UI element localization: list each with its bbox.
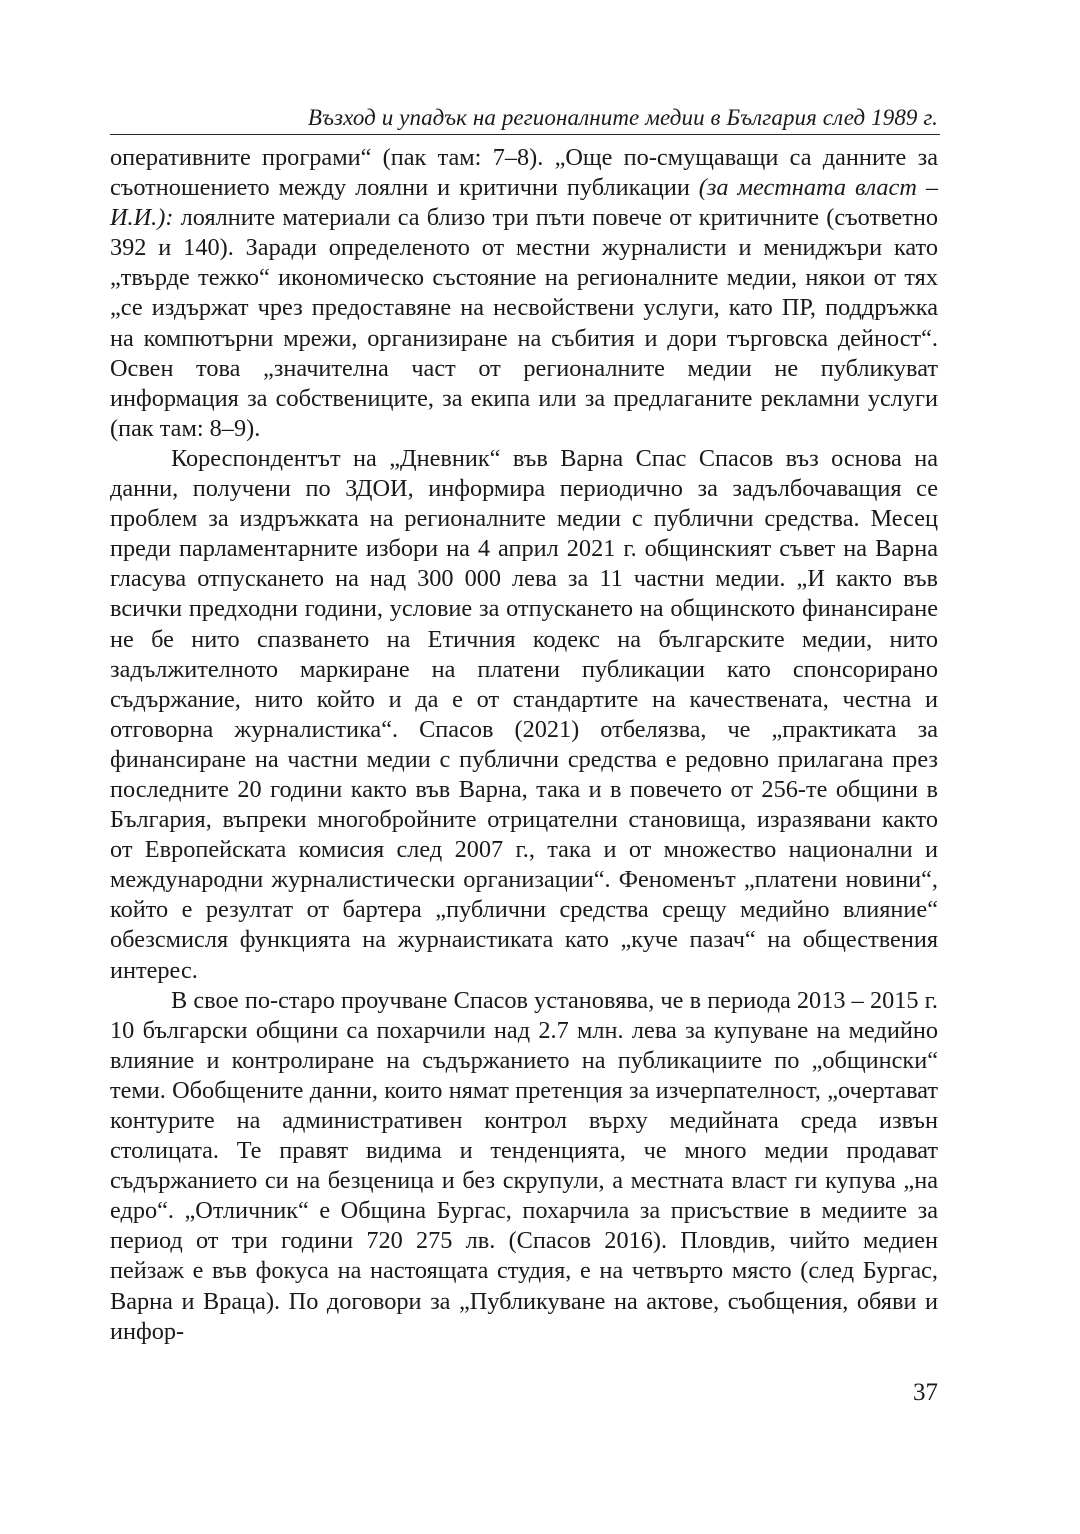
page-body [110, 143, 938, 1347]
paragraph-2: Кореспондентът на „Дневник“ във Варна Спас Спасов въз основа на данни, получени по ЗДОИ, информира периодично за задълбочаващия се проблем за издръжката на регионалните медии с публични средства. Месец преди парламентарните избори на 4 април 2021 г. общинският съвет на Варна гласува отпускането на над 300 000 лева за 11 частни медии. „И както във всички предходни години, условие за отпускането на общинското финансиране не бе нито спазването на Етичния кодекс на българските медии, нито задължителното маркиране на платени публикации като спонсорирано съдържание, нито който и да е от стандартите на качествената, честна и отговорна журналистика“. Спасов (2021) отбелязва, че „практиката за финансиране на частни медии с публични средства е редовно прилагана през последните 20 години както във Варна, така и в повечето от 256-те общини в България, въпреки многобройните отрицателни становища, изразявани както от Европейската комисия след 2007 г., така и от множество национални и международни журналистически организации“. Феноменът „платени новини“, който е резултат от бартера „публични средства срещу медийно влияние“ обезсмисля функцията на журнаистиката като „куче пазач“ на обществения интерес. [110, 444, 938, 984]
paragraph-1-text-b: лоялните материали са близо три пъти повече от критичните (съответно 392 и 140). Заради определеното от местни журналисти и мениджъри като „твърде тежко“ икономическо състояние на регионалните медии, някои от тях „се издържат чрез предоставяне на несвойствени услуги, като ПР, поддръжка на компютърни мрежи, организиране на събития и дори търговска дейност“. Освен това „значителна част от регионалните медии не публикуват информация за собствениците, за екипа или за предлаганите рекламни услуги (пак там: 8–9). [110, 204, 938, 442]
page-number: 37 [913, 1379, 938, 1406]
paragraph-1-italic-note: (за местната власт – И.И.): [110, 174, 938, 232]
paragraph-1-text-a: оперативните програми“ (пак там: 7–8). „Още по-смущаващи са данните за съотношението между лоялни и критични публикации [110, 144, 938, 202]
header-divider [110, 134, 940, 135]
paragraph-1 [110, 143, 938, 444]
running-header: Възход и упадък на регионалните медии в България след 1989 г. [307, 105, 938, 130]
paragraph-3: В свое по-старо проучване Спасов установява, че в периода 2013 – 2015 г. 10 български общини са похарчили над 2.7 млн. лева за купуване на медийно влияние и контролиране на съдържанието на публикациите по „общински“ теми. Обобщените данни, които нямат претенция за изчерпателност, „очертават контурите на административен контрол върху медийната среда извън столицата. Те правят видима и тенденцията, че много медии продават съдържанието си на безценица и без скрупули, а местната власт ги купува „на едро“. „Отличник“ е Община Бургас, похарчила за присъствие в медиите за период от три години 720 275 лв. (Спасов 2016). Пловдив, чийто медиен пейзаж е във фокуса на настоящата студия, е на четвърто място (след Бургас, Варна и Враца). По договори за „Публикуване на актове, съобщения, обяви и инфор- [110, 986, 938, 1345]
